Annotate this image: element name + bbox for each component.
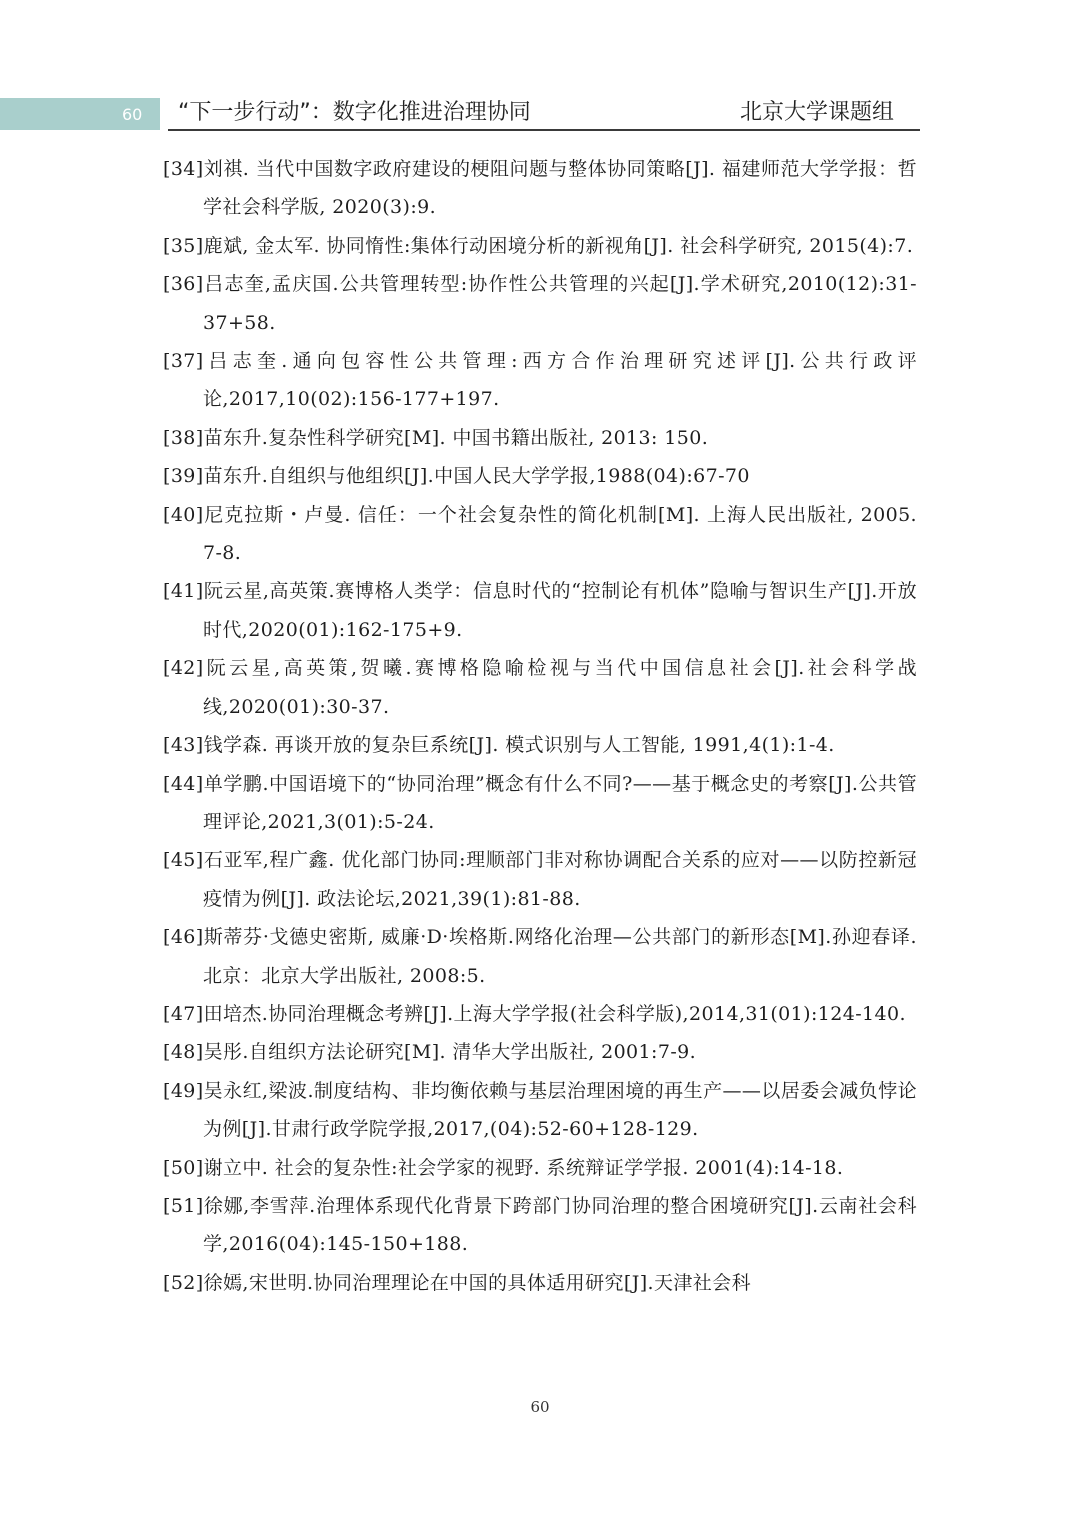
reference-item: [42]阮云星,高英策,贺曦.赛博格隐喻检视与当代中国信息社会[J].社会科学战线,2020(01):30-37. — [163, 657, 917, 718]
footer-page-number: 60 — [530, 1398, 550, 1416]
reference-item: [40]尼克拉斯・卢曼. 信任：一个社会复杂性的简化机制[M]. 上海人民出版社, 2005. 7-8. — [163, 503, 917, 565]
reference-item: [49]吴永红,梁波.制度结构、非均衡依赖与基层治理困境的再生产——以居委会减负悖论为例[J].甘肃行政学院学报,2017,(04):52-60+128-129. — [163, 1079, 917, 1141]
reference-item: [51]徐娜,李雪萍.治理体系现代化背景下跨部门协同治理的整合困境研究[J].云南社会科学,2016(04):145-150+188. — [163, 1194, 917, 1256]
reference-item: [38]苗东升.复杂性科学研究[M]. 中国书籍出版社, 2013: 150. — [163, 426, 709, 449]
header-page-number: 60 — [122, 105, 143, 124]
reference-item: [52]徐嫣,宋世明.协同治理理论在中国的具体适用研究[J].天津社会科 — [163, 1271, 751, 1294]
reference-item: [47]田培杰.协同治理概念考辨[J].上海大学学报(社会科学版),2014,31(01):124-140. — [163, 1002, 906, 1025]
running-header-org: 北京大学课题组 — [739, 100, 894, 125]
reference-item: [36]吕志奎,孟庆国.公共管理转型:协作性公共管理的兴起[J].学术研究,2010(12):31-37+58. — [163, 273, 917, 334]
reference-item: [37]吕志奎.通向包容性公共管理:西方合作治理研究述评[J].公共行政评论,2017,10(02):156-177+197. — [163, 350, 917, 411]
reference-list — [163, 150, 917, 1302]
reference-item: [48]吴彤.自组织方法论研究[M]. 清华大学出版社, 2001:7-9. — [163, 1041, 697, 1064]
reference-item: [34]刘祺. 当代中国数字政府建设的梗阻问题与整体协同策略[J]. 福建师范大学学报：哲学社会科学版, 2020(3):9. — [163, 158, 917, 219]
reference-item: [39]苗东升.自组织与他组织[J].中国人民大学学报,1988(04):67-70 — [163, 465, 750, 488]
reference-item: [46]斯蒂芬·戈德史密斯, 威廉·D·埃格斯.网络化治理—公共部门的新形态[M].孙迎春译.北京：北京大学出版社, 2008:5. — [163, 926, 917, 987]
reference-item: [43]钱学森. 再谈开放的复杂巨系统[J]. 模式识别与人工智能, 1991,4(1):1-4. — [163, 734, 835, 757]
reference-item: [41]阮云星,高英策.赛博格人类学：信息时代的“控制论有机体”隐喻与智识生产[J].开放时代,2020(01):162-175+9. — [163, 580, 917, 641]
reference-item: [45]石亚军,程广鑫. 优化部门协同:理顺部门非对称协调配合关系的应对——以防控新冠疫情为例[J]. 政法论坛,2021,39(1):81-88. — [163, 849, 917, 910]
reference-item: [35]鹿斌, 金太军. 协同惰性:集体行动困境分析的新视角[J]. 社会科学研究, 2015(4):7. — [163, 234, 914, 257]
reference-item: [50]谢立中. 社会的复杂性:社会学家的视野. 系统辩证学学报. 2001(4):14-18. — [163, 1156, 844, 1179]
running-header-title: “下一步行动”：数字化推进治理协同 — [178, 100, 531, 125]
reference-item: [44]单学鹏.中国语境下的“协同治理”概念有什么不同?——基于概念史的考察[J].公共管理评论,2021,3(01):5-24. — [163, 772, 917, 833]
header-divider — [168, 129, 920, 131]
